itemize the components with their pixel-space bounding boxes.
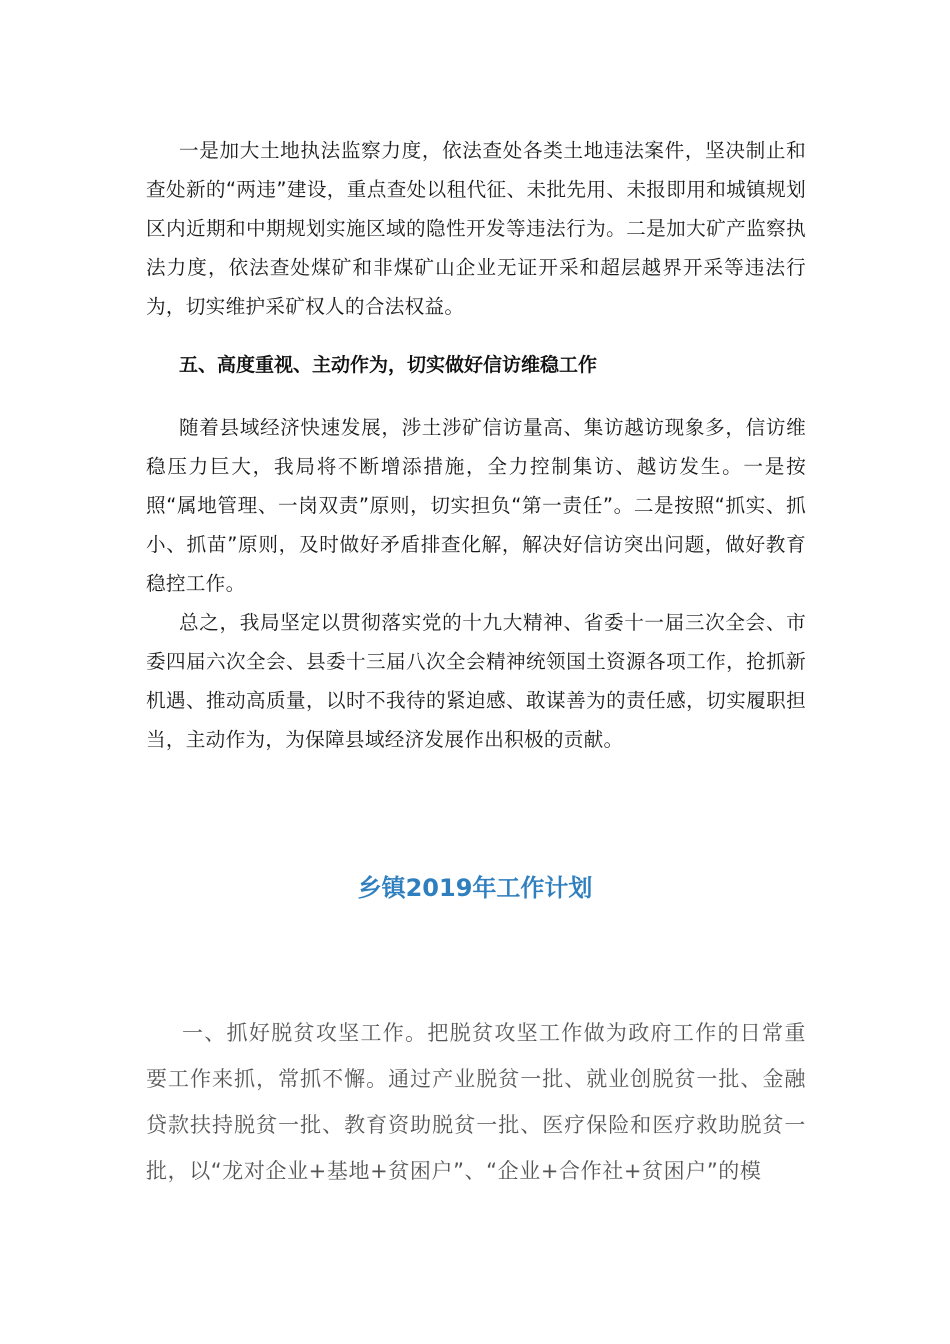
plan-title: 乡镇2019年工作计划 — [357, 874, 593, 902]
petition-stability-paragraph: 随着县域经济快速发展，涉土涉矿信访量高、集访越访现象多，信访维稳压力巨大，我局将不断增添措施，全力控制集访、越访发生。一是按照“属地管理、一岗双责”原则，切实担负“第一责任”。二是按照“抓实、抓小、抓苗”原则，及时做好矛盾排查化解，解决好信访突出问题，做好教育稳控工作。 — [146, 416, 806, 595]
section-five-heading: 五、高度重视、主动作为，切实做好信访维稳工作 — [179, 354, 598, 376]
spacer — [146, 326, 806, 336]
land-enforcement-paragraph: 一是加大土地执法监察力度，依法查处各类土地违法案件，坚决制止和查处新的“两违”建设，重点查处以租代征、未批先用、未报即用和城镇规划区内近期和中期规划实施区域的隐性开发等违法行为。二是加大矿产监察执法力度，依法查处煤矿和非煤矿山企业无证开采和超层越界开采等违法行为，切实维护采矿权人的合法权益。 — [146, 139, 806, 318]
poverty-alleviation-paragraph: 一、抓好脱贫攻坚工作。把脱贫攻坚工作做为政府工作的日常重要工作来抓，常抓不懈。通过产业脱贫一批、就业创脱贫一批、金融贷款扶持脱贫一批、教育资助脱贫一批、医疗保险和医疗救助脱贫一批，以“龙对企业+基地+贫困户”、“企业+合作社+贫困户”的模 — [146, 1021, 806, 1183]
land-enforcement-section — [146, 131, 806, 759]
spacer — [146, 392, 806, 408]
summary-paragraph: 总之，我局坚定以贯彻落实党的十九大精神、省委十一届三次全会、市委四届六次全会、县委十三届八次全会精神统领国土资源各项工作，抢抓新机遇、推动高质量，以时不我待的紧迫感、敢谋善为的责任感，切实履职担当，主动作为，为保障县域经济发展作出积极的贡献。 — [146, 611, 806, 751]
plan-section — [146, 1010, 806, 1194]
